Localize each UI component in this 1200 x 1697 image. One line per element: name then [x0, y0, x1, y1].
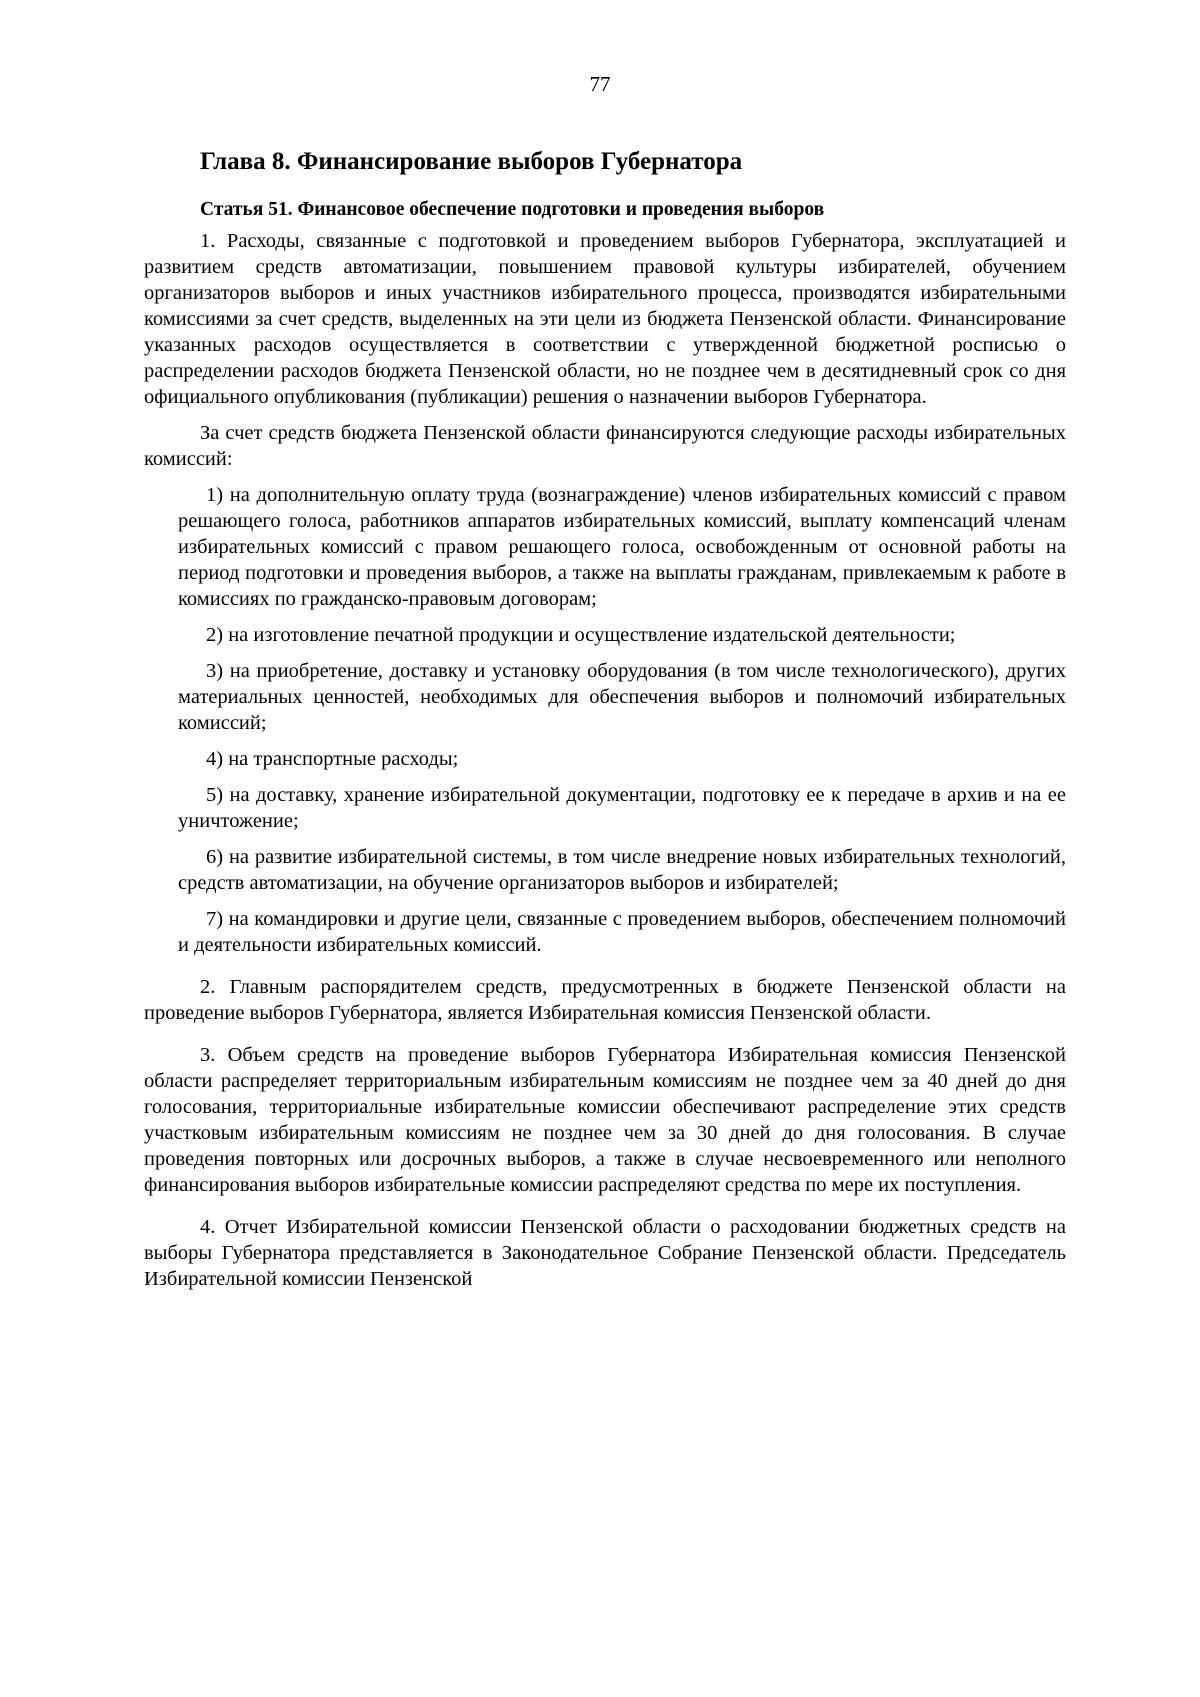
list-item: 7) на командировки и другие цели, связанные с проведением выборов, обеспечением полномочий и деятельности избирательных комиссий. — [178, 908, 1066, 956]
page-number: 77 — [589, 72, 611, 96]
paragraph-3: 3. Объем средств на проведение выборов Губернатора Избирательная комиссия Пензенской области распределяет территориальным избирательным комиссиям не позднее чем за 40 дней до дня голосования, территориальные избирательные комиссии обеспечивают распределение этих средств участковым избирательным комиссиям не позднее чем за 30 дней до дня голосования. В случае проведения повторных или досрочных выборов, а также в случае несвоевременного или неполного финансирования выборов избирательные комиссии распределяют средства по мере их поступления. — [144, 1044, 1066, 1196]
document-body — [144, 146, 1066, 1292]
list-item: 3) на приобретение, доставку и установку оборудования (в том числе технологического), других материальных ценностей, необходимых для обеспечения выборов и полномочий избирательных комиссий; — [178, 660, 1066, 734]
list-item: 2) на изготовление печатной продукции и осуществление издательской деятельности; — [206, 624, 956, 646]
list-item: 5) на доставку, хранение избирательной документации, подготовку ее к передаче в архив и на ее уничтожение; — [178, 784, 1066, 832]
paragraph-2: 2. Главным распорядителем средств, предусмотренных в бюджете Пензенской области на проведение выборов Губернатора, является Избирательная комиссия Пензенской области. — [144, 976, 1066, 1024]
paragraph-1: 1. Расходы, связанные с подготовкой и проведением выборов Губернатора, эксплуатацией и развитием средств автоматизации, повышением правовой культуры избирателей, обучением организаторов выборов и иных участников избирательного процесса, производятся избирательными комиссиями за счет средств, выделенных на эти цели из бюджета Пензенской области. Финансирование указанных расходов осуществляется в соответствии с утвержденной бюджетной росписью о распределении расходов бюджета Пензенской области, но не позднее чем в десятидневный срок со дня официального опубликования (публикации) решения о назначении выборов Губернатора. — [144, 230, 1066, 408]
chapter-title: Глава 8. Финансирование выборов Губернатора — [200, 148, 743, 175]
article-title: Статья 51. Финансовое обеспечение подготовки и проведения выборов — [200, 199, 825, 220]
list-item: 1) на дополнительную оплату труда (вознаграждение) членов избирательных комиссий с правом решающего голоса, работников аппаратов избирательных комиссий, выплату компенсаций членам избирательных комиссий с правом решающего голоса, освобожденным от основной работы на период подготовки и проведения выборов, а также на выплаты гражданам, привлекаемым к работе в комиссиях по гражданско-правовым договорам; — [178, 484, 1066, 610]
paragraph-4: 4. Отчет Избирательной комиссии Пензенской области о расходовании бюджетных средств на выборы Губернатора представляется в Законодательное Собрание Пензенской области. Председатель Избирательной комиссии Пензенской — [144, 1216, 1066, 1290]
expense-list — [178, 482, 1066, 958]
list-item: 6) на развитие избирательной системы, в том числе внедрение новых избирательных технологий, средств автоматизации, на обучение организаторов выборов и избирателей; — [178, 846, 1066, 894]
list-item: 4) на транспортные расходы; — [206, 748, 459, 770]
paragraph-1-intro: За счет средств бюджета Пензенской области финансируются следующие расходы избирательных комиссий: — [144, 422, 1066, 470]
